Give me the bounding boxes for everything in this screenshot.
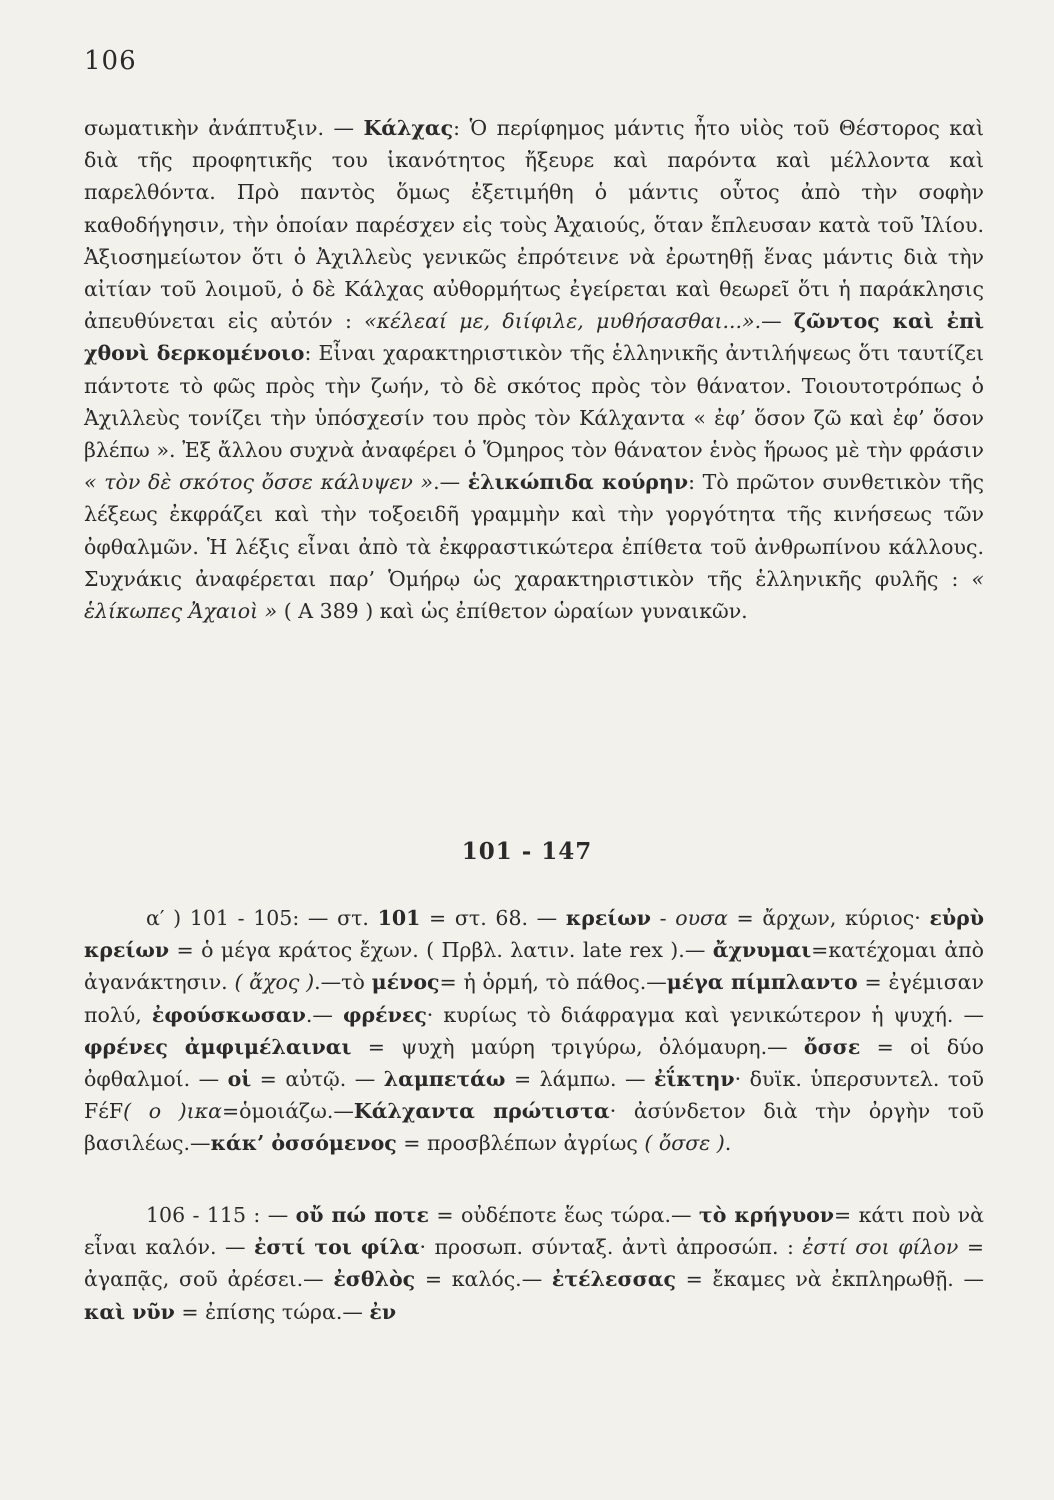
text-run: : Εἶναι χαρακτηριστικὸν τῆς ἑλληνικῆς ἀντιλήψεως ὅτι ταυτίζει πάντοτε τὸ φῶς πρὸς τὴν ζωήν, τὸ δὲ σκότος πρὸς τὸν θάνατον. Τοιουτοτρόπως ὁ Ἀχιλλεὺς τονίζει τὴν ὑπόσχεσίν του πρὸς τὸν Κάλχαντα « ἐφ’ ὅσον ζῶ καὶ ἐφ’ ὅσον βλέπω ». Ἐξ ἄλλου συχνὰ ἀναφέρει ὁ Ὅμηρος τὸν θάνατον ἑνὸς ἥρωος μὲ τὴν φράσιν <box>84 341 985 463</box>
lemma-term: ἐσθλὸς <box>333 1267 416 1292</box>
page-number: 106 <box>84 46 137 76</box>
commentary-block-106-115 <box>84 1199 984 1328</box>
lemma-term: 101 <box>377 906 421 930</box>
text-run: = οἱ δύο ὀφθαλμοί. — <box>84 1034 984 1092</box>
quoted-phrase: ( ὄσσε ) <box>644 1131 725 1156</box>
lemma-term: Κάλχας <box>363 116 454 140</box>
lemma-term: καὶ νῦν <box>84 1299 175 1324</box>
lemma-term: ζῶντος καὶ ἐπὶ χθονὶ δερκομένοιο <box>84 309 984 366</box>
commentary-paragraph <box>84 1199 984 1328</box>
lemma-term: κάκ’ ὀσσόμενος <box>210 1131 397 1156</box>
text-run: σωματικὴν ἀνάπτυξιν. — <box>84 116 364 140</box>
lemma-term: λαμπετάω <box>383 1067 506 1092</box>
quoted-phrase: ουσα <box>675 906 728 930</box>
lemma-term: οἱ <box>227 1067 252 1092</box>
text-run: = ψυχὴ μαύρη τριγύρω, ὁλόμαυρη.— <box>351 1034 804 1059</box>
text-run: · κυρίως τὸ διάφραγμα καὶ γενικώτερον ἡ ψυχή. — <box>426 1002 984 1027</box>
text-run: · δυϊκ. ὑπερσυντελ. τοῦ FέF <box>84 1067 984 1124</box>
lemma-term: φρένες ἀμφιμέλαιναι <box>84 1034 352 1059</box>
lemma-term: ἐν <box>369 1299 397 1324</box>
text-run: · ἀσύνδετον διὰ τὴν ὀργὴν τοῦ βασιλέως.— <box>84 1099 984 1156</box>
text-run: : Ὁ περίφημος μάντις ἦτο υἱὸς τοῦ Θέστορος καὶ διὰ τῆς προφητικῆς του ἱκανότητος ἤξευρε καὶ παρόντα καὶ μέλλοντα καὶ παρελθόντα. Πρὸ παντὸς ὅμως ἐξετιμήθη ὁ μάντις οὗτος ἀπὸ τὴν σοφὴν καθοδήγησιν, τὴν ὁποίαν παρέσχεν εἰς τοὺς Ἀχαιούς, ὅταν ἔπλευσαν κατὰ τοῦ Ἰλίου. Ἀξιοσημείωτον ὅτι ὁ Ἀχιλλεὺς γενικῶς ἐπρότεινε νὰ ἐρωτηθῇ ἕνας μάντις διὰ τὴν αἰτίαν τοῦ λοιμοῦ, ὁ δὲ Κάλχας αὐθορμήτως ἐγείρεται καὶ θεωρεῖ ὅτι ἡ παράκλησις ἀπευθύνεται εἰς αὐτόν : <box>84 116 984 334</box>
lemma-term: κρείων <box>565 906 651 930</box>
quoted-phrase: ἐστί σοι φίλον <box>802 1235 959 1260</box>
text-run: = ἡ ὁρμή, τὸ πάθος.— <box>439 970 667 995</box>
lemma-term: μέγα πίμπλαντο <box>666 970 858 995</box>
quoted-phrase: ( ο )ικα <box>123 1099 222 1124</box>
text-run: = λάμπω. — <box>505 1067 654 1092</box>
text-run: . <box>724 1131 732 1156</box>
text-run: = προσβλέπων ἀγρίως <box>396 1131 645 1156</box>
commentary-block-top <box>84 112 984 627</box>
text-run: — <box>761 309 794 334</box>
text-run: : Τὸ πρῶτον συνθετικὸν τῆς λέξεως ἐκφράζει καὶ τὴν τοξοειδῆ γραμμὴν καὶ τὴν γοργότητα τῆς κινήσεως τῶν ὀφθαλμῶν. Ἡ λέξις εἶναι ἀπὸ τὰ ἐκφραστικώτερα ἐπίθετα τοῦ ἀνθρωπίνου κάλλους. Συχνάκις ἀναφέρεται παρ’ Ὁμήρῳ ὡς χαρακτηριστικὸν τῆς ἑλληνικῆς φυλῆς : <box>84 470 984 591</box>
text-run: = στ. 68. — <box>420 906 566 930</box>
text-run: .—τὸ <box>314 970 372 995</box>
text-run: α′ ) 101 - 105: — στ. <box>146 906 378 930</box>
text-run: =κατέχομαι ἀπὸ ἀγανάκτησιν. <box>84 938 984 995</box>
lemma-term: ὄσσε <box>803 1034 861 1059</box>
section-heading: 101 - 147 <box>461 838 593 865</box>
text-run: = ὁ μέγα κράτος ἔχων. ( Πρβλ. λατιν. late rex ).— <box>169 938 713 963</box>
text-run: · προσωπ. σύνταξ. ἀντὶ ἀπροσώπ. : <box>419 1235 803 1260</box>
text-run: ( Α 389 ) καὶ ὡς ἐπίθετον ὡραίων γυναικῶν. <box>277 599 748 624</box>
text-run: .— <box>433 470 468 495</box>
lemma-term: ἄχνυμαι <box>712 938 812 963</box>
text-run: - <box>650 906 676 930</box>
lemma-term: ἐΐκτην <box>653 1067 735 1092</box>
lemma-term: οὔ πώ ποτε <box>295 1203 430 1227</box>
lemma-term: ἐστί τοι φίλα <box>253 1235 420 1260</box>
lemma-term: Κάλχαντα πρώτιστα <box>353 1099 610 1124</box>
text-run: = ἔκαμες νὰ ἐκπληρωθῇ. — <box>675 1267 984 1292</box>
commentary-block-101-105 <box>84 902 984 1160</box>
text-run: = ἄρχων, κύριος· <box>727 906 930 930</box>
lemma-term: εὐρὺ κρείων <box>84 906 984 963</box>
text-run: 106 - 115 : — <box>146 1203 296 1227</box>
text-run: .— <box>305 1002 343 1027</box>
text-run: = κάτι ποὺ νὰ εἶναι καλόν. — <box>84 1203 984 1260</box>
lemma-term: ἐτέλεσσας <box>551 1267 676 1292</box>
commentary-paragraph <box>84 902 984 1160</box>
quoted-phrase: « τὸν δὲ σκότος ὄσσε κάλυψεν » <box>84 470 434 495</box>
text-run: = ἐγέμισαν πολύ, <box>84 970 984 1027</box>
text-run: = οὐδέποτε ἕως τώρα.— <box>429 1203 699 1227</box>
text-run: = ἀγαπᾷς, σοῦ ἀρέσει.— <box>84 1235 984 1292</box>
lemma-term: ἐφούσκωσαν <box>151 1002 306 1027</box>
quoted-phrase: « ἑλίκωπες Ἀχαιοὶ » <box>84 566 984 624</box>
text-run: = καλός.— <box>415 1267 552 1292</box>
quoted-phrase: ( ἄχος ) <box>234 970 315 995</box>
lemma-term: τὸ κρήγυον <box>698 1203 834 1227</box>
text-run: = αὐτῷ. — <box>251 1067 384 1092</box>
commentary-paragraph <box>84 112 984 627</box>
lemma-term: φρένες <box>342 1002 427 1027</box>
text-run: = ἐπίσης τώρα.— <box>174 1299 370 1324</box>
lemma-term: ἑλικώπιδα κούρην <box>467 470 689 495</box>
quoted-phrase: «κέλεαί με, διίφιλε, μυθήσασθαι...». <box>364 309 762 334</box>
text-run: =ὁμοιάζω.— <box>221 1099 354 1124</box>
lemma-term: μένος <box>371 970 440 995</box>
